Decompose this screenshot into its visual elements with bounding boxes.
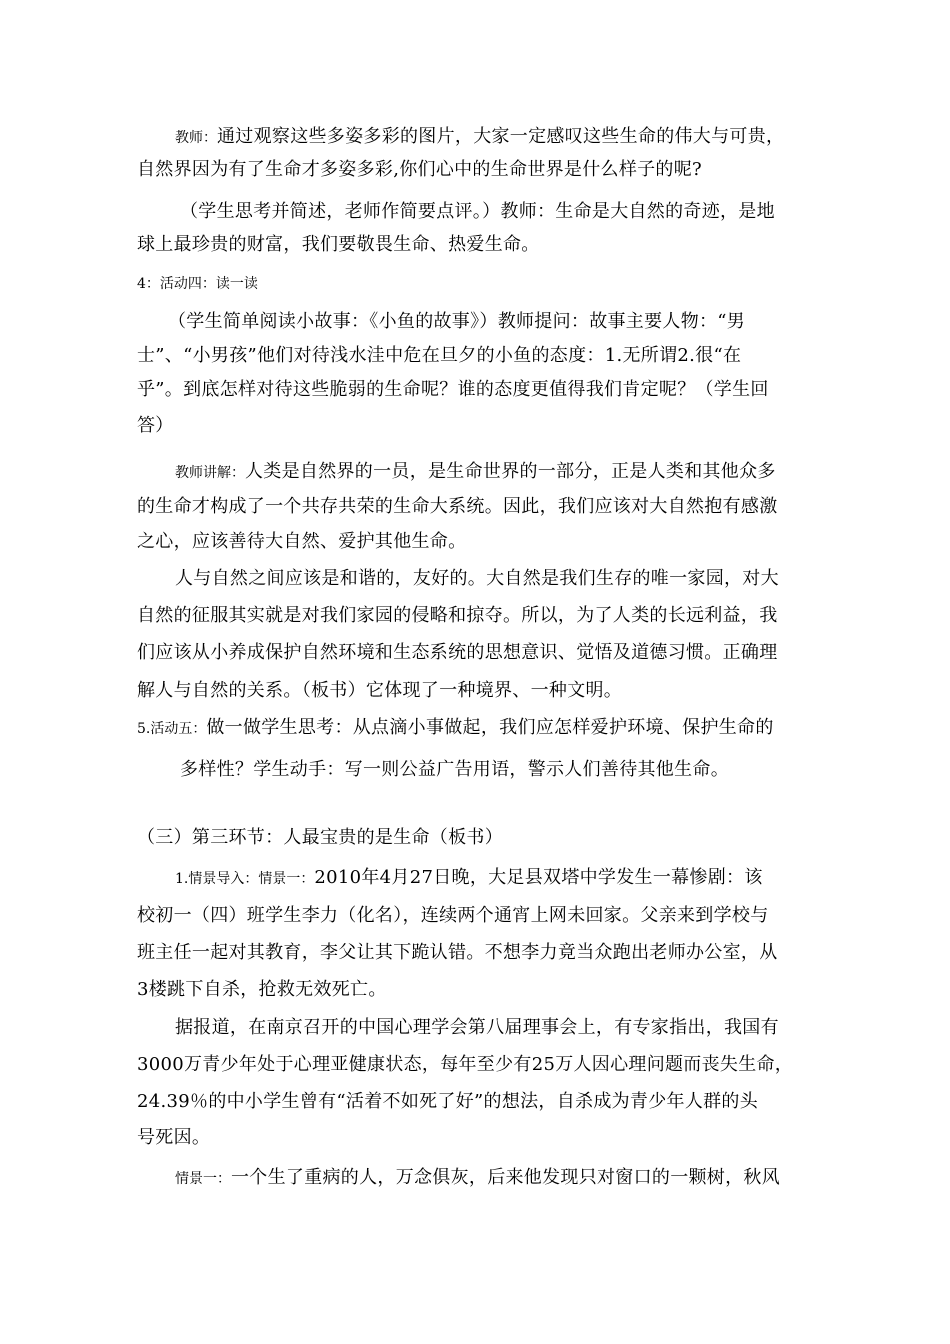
text-line [137,716,774,741]
text-line [175,125,784,150]
text-line: 之心，应该善待大自然、爱护其他生命。 [137,531,467,552]
text-line: 校初一（四）班学生李力（化名），连续两个通宵上网未回家。父亲来到学校与 [137,905,769,926]
line-text: 2010年4月27日晚，大足县双塔中学发生一幕惨剧：该 [314,867,763,888]
section-heading: （三）第三环节：人最宝贵的是生命（板书） [137,827,503,848]
line-lead: 1.情景导入：情景一： [175,871,315,887]
text-line: 士”、“小男孩”他们对待浅水洼中危在旦夕的小鱼的态度：1.无所谓2.很“在 [137,345,742,366]
text-line: 解人与自然的关系。（板书）它体现了一种境界、一种文明。 [137,680,623,701]
text-line: 据报道，在南京召开的中国心理学会第八届理事会上，有专家指出，我国有 [175,1017,779,1038]
line-lead: 教师讲解： [175,465,245,481]
text-line: 人与自然之间应该是和谐的，友好的。大自然是我们生存的唯一家园，对大 [175,568,779,589]
text-line: 号死因。 [137,1127,211,1148]
text-line: 班主任一起对其教育，李父让其下跪认错。不想李力竟当众跑出老师办公室，从 [137,942,778,963]
text-line: 多样性？学生动手：写一则公益广告用语，警示人们善待其他生命。 [180,759,729,780]
activity-heading: 4：活动四：读一读 [137,276,258,292]
text-line: 3楼跳下自杀，抢救无效死亡。 [137,979,387,1000]
text-line: 3000万青少年处于心理亚健康状态，每年至少有25万人因心理问题而丧失生命， [137,1054,794,1075]
line-lead: 5.活动五： [137,721,207,737]
text-line [175,460,776,485]
text-line: 的生命才构成了一个共存共荣的生命大系统。因此，我们应该对大自然抱有感激 [137,496,778,517]
text-line: 们应该从小养成保护自然环境和生态系统的思想意识、觉悟及道德习惯。正确理 [137,642,778,663]
text-line [175,1166,780,1191]
line-lead: 情景一： [175,1171,231,1187]
text-line: 自然界因为有了生命才多姿多彩,你们心中的生命世界是什么样子的呢? [137,159,702,180]
line-lead: 教师： [175,130,217,146]
line-text: 一个生了重病的人，万念俱灰，后来他发现只对窗口的一颗树，秋风 [231,1167,780,1188]
text-line: （学生简单阅读小故事：《小鱼的故事》）教师提问：故事主要人物：“男 [168,311,746,332]
text-line: 乎”。到底怎样对待这些脆弱的生命呢？谁的态度更值得我们肯定呢？（学生回 [137,379,769,400]
text-line: 球上最珍贵的财富，我们要敬畏生命、热爱生命。 [137,234,540,255]
text-line: 自然的征服其实就是对我们家园的侵略和掠夺。所以，为了人类的长远利益，我 [137,605,778,626]
line-text: 通过观察这些多姿多彩的图片，大家一定感叹这些生命的伟大与可贵， [217,126,785,147]
text-line: 24.39％的中小学生曾有“活着不如死了好”的想法，自杀成为青少年人群的头 [137,1091,759,1112]
text-line: （学生思考并简述，老师作简要点评。）教师：生命是大自然的奇迹，是地 [180,201,775,222]
text-line: 答） [137,415,174,436]
line-text: 做一做学生思考：从点滴小事做起，我们应怎样爱护环境、保护生命的 [206,717,774,738]
text-line [175,866,763,891]
line-text: 人类是自然界的一员，是生命世界的一部分，正是人类和其他众多 [245,461,776,482]
